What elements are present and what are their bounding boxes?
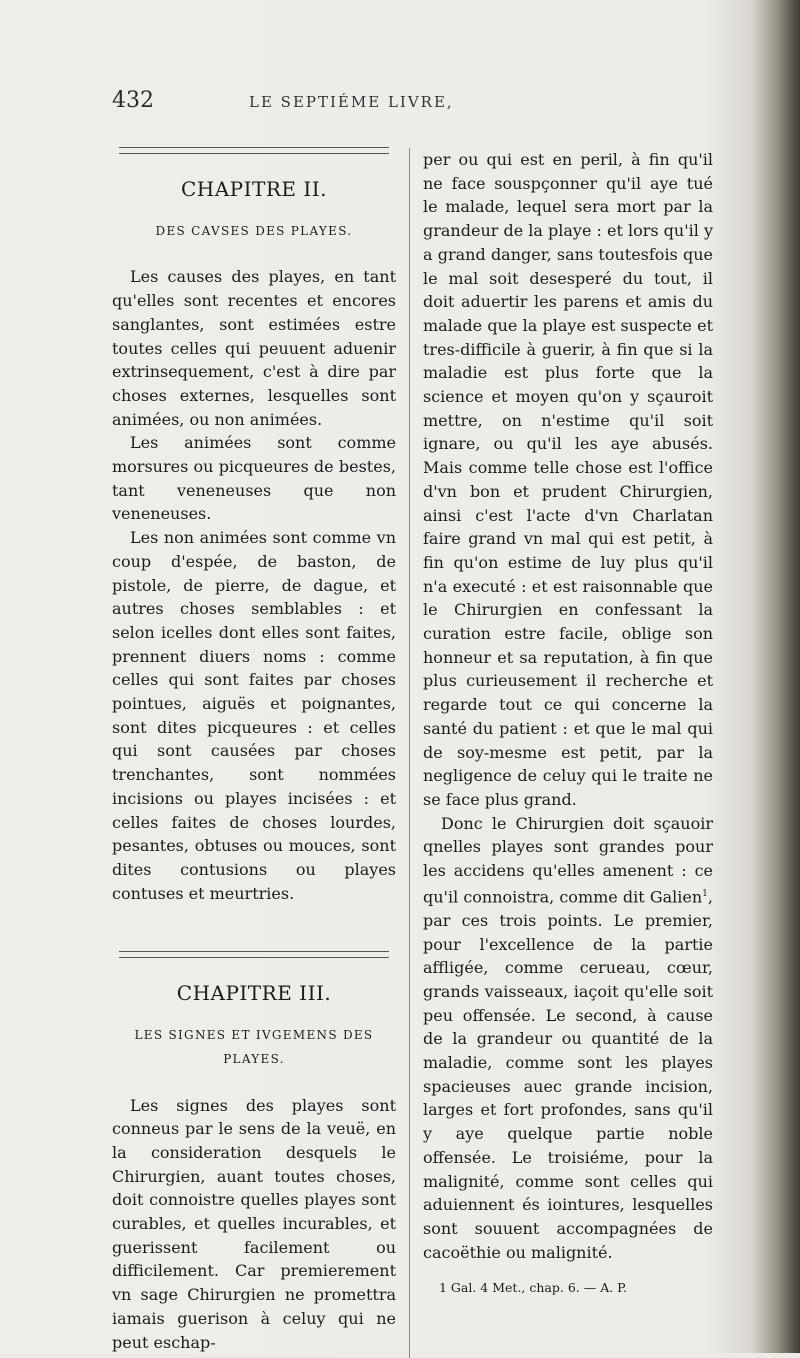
chapter-3-subtitle: LES SIGNES ET IVGEMENS DES PLAYES. (134, 1028, 374, 1066)
galien-paragraph-text: Donc le Chirurgien doit sçauoir qnelles playes sont grandes pour les accidens qu'elles amenent : ce qu'il connoistra, comme dit Galien (423, 813, 713, 907)
double-rule (119, 951, 389, 958)
chapter-3-title: CHAPITRE III. (176, 981, 332, 1006)
column-divider (409, 148, 410, 1358)
page-number: 432 (112, 88, 154, 113)
running-head: LE SEPTIÉME LIVRE, (249, 93, 454, 111)
chapter-2-paragraph: Les non animées sont comme vn coup d'espée, de baston, de pistole, de pierre, de dague, et autres choses semblables : et selon icelles dont elles sont faites, prennent diuers noms : comme celles qui sont faites par choses pointues, aiguës et poignantes, sont dites picqueures : et celles qui sont causées par choses trenchantes, sont nommées incisions ou playes incisées : et celles faites de choses lourdes, pesantes, obtuses ou mouces, sont dites contusions ou playes contuses et meurtries. (112, 528, 396, 903)
chapter-2-title: CHAPITRE II. (180, 177, 328, 201)
left-column (112, 147, 396, 1354)
galien-paragraph-rest: , par ces trois points. Le premier, pour l'excellence de la partie affligée, comme cerueau, cœur, grands vaisseaux, iaçoit qu'elle soit peu offensée. Le second, à cause de la grandeur ou quantité de la maladie, comme sont les playes spacieuses auec grande incision, larges et fort profondes, sans qu'il y aye quelque partie noble offensée. Le troisiéme, pour la malignité, comme sont celles qui aduiennent és iointures, lesquelles sont souuent accompagnées de cacoëthie ou malignité. (423, 887, 713, 1262)
footnote: 1 Gal. 4 Met., chap. 6. — A. P. (439, 1280, 628, 1296)
galien-paragraph (423, 812, 713, 1265)
footnote-marker: 1 (702, 888, 708, 899)
chapter-2-paragraph: Les animées sont comme morsures ou picqueures de bestes, tant veneneuses que non veneneuses. (112, 433, 396, 524)
chapter-2-subtitle: DES CAVSES DES PLAYES. (155, 223, 353, 238)
page-header (112, 88, 732, 128)
double-rule (119, 147, 389, 154)
chapter-3-paragraph: Les signes des playes sont conneus par le sens de la veuë, en la consideration desquels le Chirurgien, auant toutes choses, doit connoistre quelles playes sont curables, et quelles incurables, et guerissent facilement ou difficilement. Car premierement vn sage Chirurgien ne promettra iamais guerison à celuy qui ne peut eschap- (112, 1095, 396, 1352)
continued-paragraph: per ou qui est en peril, à fin qu'il ne face souspçonner qu'il aye tué le malade, lequel sera mort par la grandeur de la playe : et lors qu'il y a grand danger, sans toutesfois que le mal soit desesperé du tout, il doit aduertir les parens et amis du malade que la playe est suspecte et tres-difficile à guerir, à fin que si la maladie est plus forte que la science et moyen qu'on y sçauroit mettre, on n'estime qu'il soit ignare, ou qu'il les aye abusés. Mais comme telle chose est l'office d'vn bon et prudent Chirurgien, ainsi c'est l'acte d'vn Charlatan faire grand vn mal qui est petit, à fin qu'on estime de luy plus qu'il n'a executé : et est raisonnable que le Chirurgien en confessant la curation estre facile, oblige son honneur et sa reputation, à fin que plus curieusement il recherche et regarde tout ce qui concerne la santé du patient : et que le mal qui de soy-mesme est petit, par la negligence de celuy qui le traite ne se face plus grand. (423, 150, 713, 809)
right-column (423, 148, 713, 1300)
chapter-2-paragraph: Les causes des playes, en tant qu'elles sont recentes et encores sanglantes, sont estimées estre toutes celles qui peuuent aduenir extrinsequement, c'est à dire par choses externes, lesquelles sont animées, ou non animées. (112, 267, 396, 429)
